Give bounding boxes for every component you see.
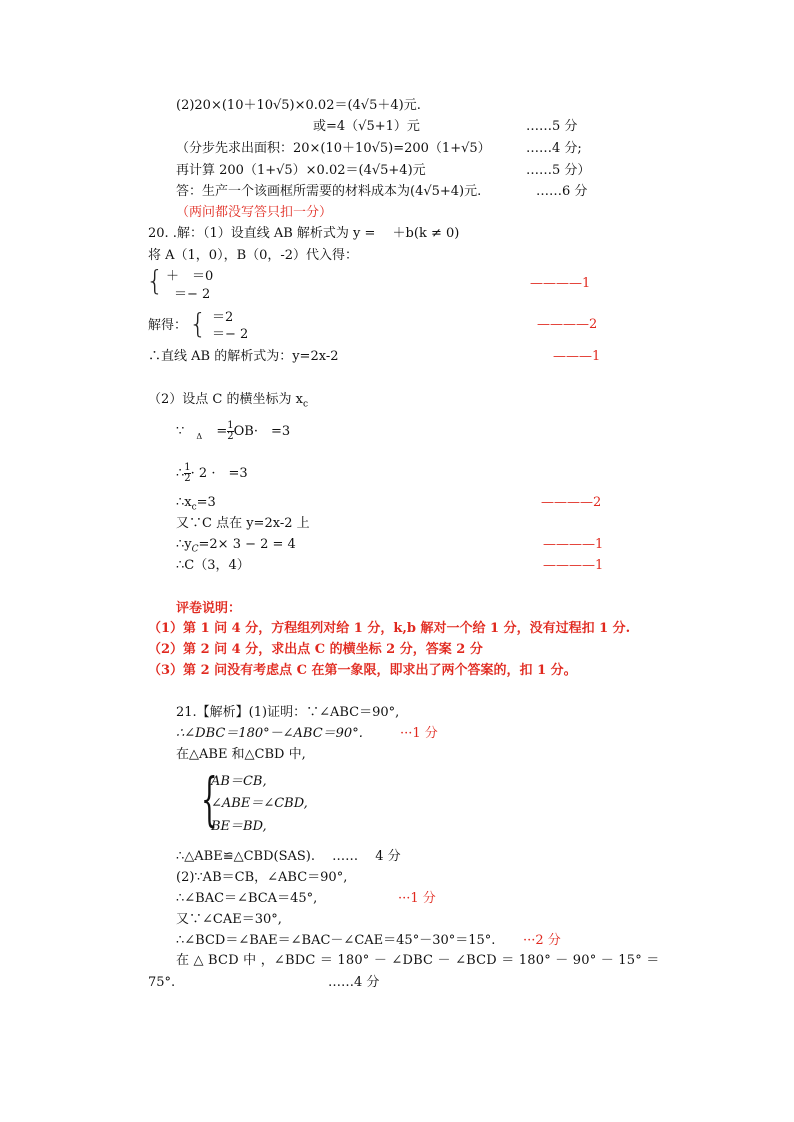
s21-line8: ∴∠BCD＝∠BAE＝∠BAC－∠CAE＝45°－30°＝15°. [176, 933, 496, 948]
s21-line4: ∴△ABE≌△CBD(SAS). …… 4 分 [176, 849, 401, 864]
eval-item-2: （2）第 2 问 4 分，求出点 C 的横坐标 2 分，答案 2 分 [148, 642, 483, 657]
area-equation: ∵ $_\Delta$ = $\frac{1}{2}$ OB· =3 [176, 420, 291, 442]
s20-score4: ————2 [541, 495, 602, 510]
s20-heading: 20. .解：（1）设直线 AB 解析式为 y = ＋b(k ≠ 0) [148, 226, 460, 241]
s19-note: （两问都没写答只扣一分） [176, 205, 333, 220]
triangle-symbol: Δ [196, 432, 203, 441]
s21-line6-score: ···1 分 [398, 891, 436, 906]
s21-line3: 在△ABE 和△CBD 中, [176, 747, 306, 762]
s19-line2: 或=4（√5+1）元 [313, 119, 420, 134]
s21-line2: ∴∠DBC＝180°－∠ABC＝90°. [176, 726, 363, 741]
s19-line1: (2)20×(10＋10√5)×0.02＝(4√5＋4)元. [176, 98, 421, 113]
s19-line2-score: ……5 分 [526, 119, 578, 134]
sys-eq-3: BE＝BD, [211, 819, 267, 834]
s19-line4-score: ……5 分） [526, 163, 591, 178]
system2-brace: { [189, 307, 207, 340]
s21-line9: 在 △ BCD 中 ，∠BDC ＝ 180° － ∠DBC － ∠BCD ＝ 180° － 90° － 15° ＝ [176, 953, 660, 968]
c-on-line: 又∵C 点在 y=2x-2 上 [176, 516, 310, 531]
eval-item-3: （3）第 2 问没有考虑点 C 在第一象限，即求出了两个答案的，扣 1 分。 [148, 663, 577, 678]
s20-substitute: 将 A（1，0），B（0，-2）代入得： [148, 248, 359, 263]
part2-sub: c [302, 399, 308, 410]
xc-result: $\therefore x_c=3$ [176, 495, 216, 513]
s20-score3: ———1 [553, 349, 601, 364]
sys-eq-1: AB＝CB, [211, 774, 267, 789]
system1-eq2: ＝− 2 [174, 287, 211, 302]
solve-label: 解得： [148, 318, 188, 333]
eval-title: 评卷说明： [176, 601, 242, 616]
half-fraction: $\frac{1}{2}$ [227, 420, 234, 442]
s19-line3: （分步先求出面积：20×(10＋10√5)=200（1+√5） [176, 141, 491, 156]
s21-line5: (2)∵AB＝CB，∠ABC＝90°, [176, 870, 348, 885]
area-step2: ∴ $\frac{1}{2}$ · 2 · =3 [176, 462, 248, 484]
congruence-brace: { [201, 765, 218, 833]
s21-line2-score: ···1 分 [400, 726, 438, 741]
s19-line3-score: ……4 分; [526, 141, 582, 156]
s20-score1: ————1 [530, 276, 591, 291]
s21-line7: 又∵∠CAE＝30°, [176, 912, 282, 927]
s20-score5: ————1 [543, 537, 604, 552]
line-ab-result: ∴直线 AB 的解析式为：y=2x-2 [148, 349, 339, 364]
part2-intro: （2）设点 C 的横坐标为 $x_c$ [148, 392, 308, 410]
half-fraction-2: $\frac{1}{2}$ [184, 462, 191, 484]
s20-score2: ————2 [537, 317, 598, 332]
c-point: ∴C（3，4） [176, 558, 250, 573]
eval-item-1: （1）第 1 问 4 分，方程组列对给 1 分，k,b 解对一个给 1 分，没有过程扣 1 分. [148, 621, 631, 636]
s21-line10-score: ……4 分 [328, 975, 380, 990]
s19-line5-score: ……6 分 [536, 184, 588, 199]
s21-line6: ∴∠BAC＝∠BCA＝45°, [176, 891, 318, 906]
system2-eq2: ＝− 2 [212, 327, 249, 342]
s19-line5: 答：生产一个该画框所需要的材料成本为(4√5+4)元. [176, 184, 482, 199]
s21-line1: 21.【解析】(1)证明：∵∠ABC＝90°, [176, 705, 400, 720]
s21-line10: 75°. [148, 975, 176, 990]
s21-line8-score: ···2 分 [523, 933, 561, 948]
system1-brace: { [146, 264, 164, 297]
yc-result: $\therefore y_C=2\times 3 - 2 = 4$ [176, 537, 296, 555]
system1-eq1: ＋ ＝0 [166, 269, 214, 284]
s20-score6: ————1 [543, 558, 604, 573]
system2-eq1: ＝2 [212, 310, 234, 325]
sys-eq-2: ∠ABE＝∠CBD, [211, 796, 308, 811]
s19-line4: 再计算 200（1+√5）×0.02＝(4√5+4)元 [176, 163, 426, 178]
